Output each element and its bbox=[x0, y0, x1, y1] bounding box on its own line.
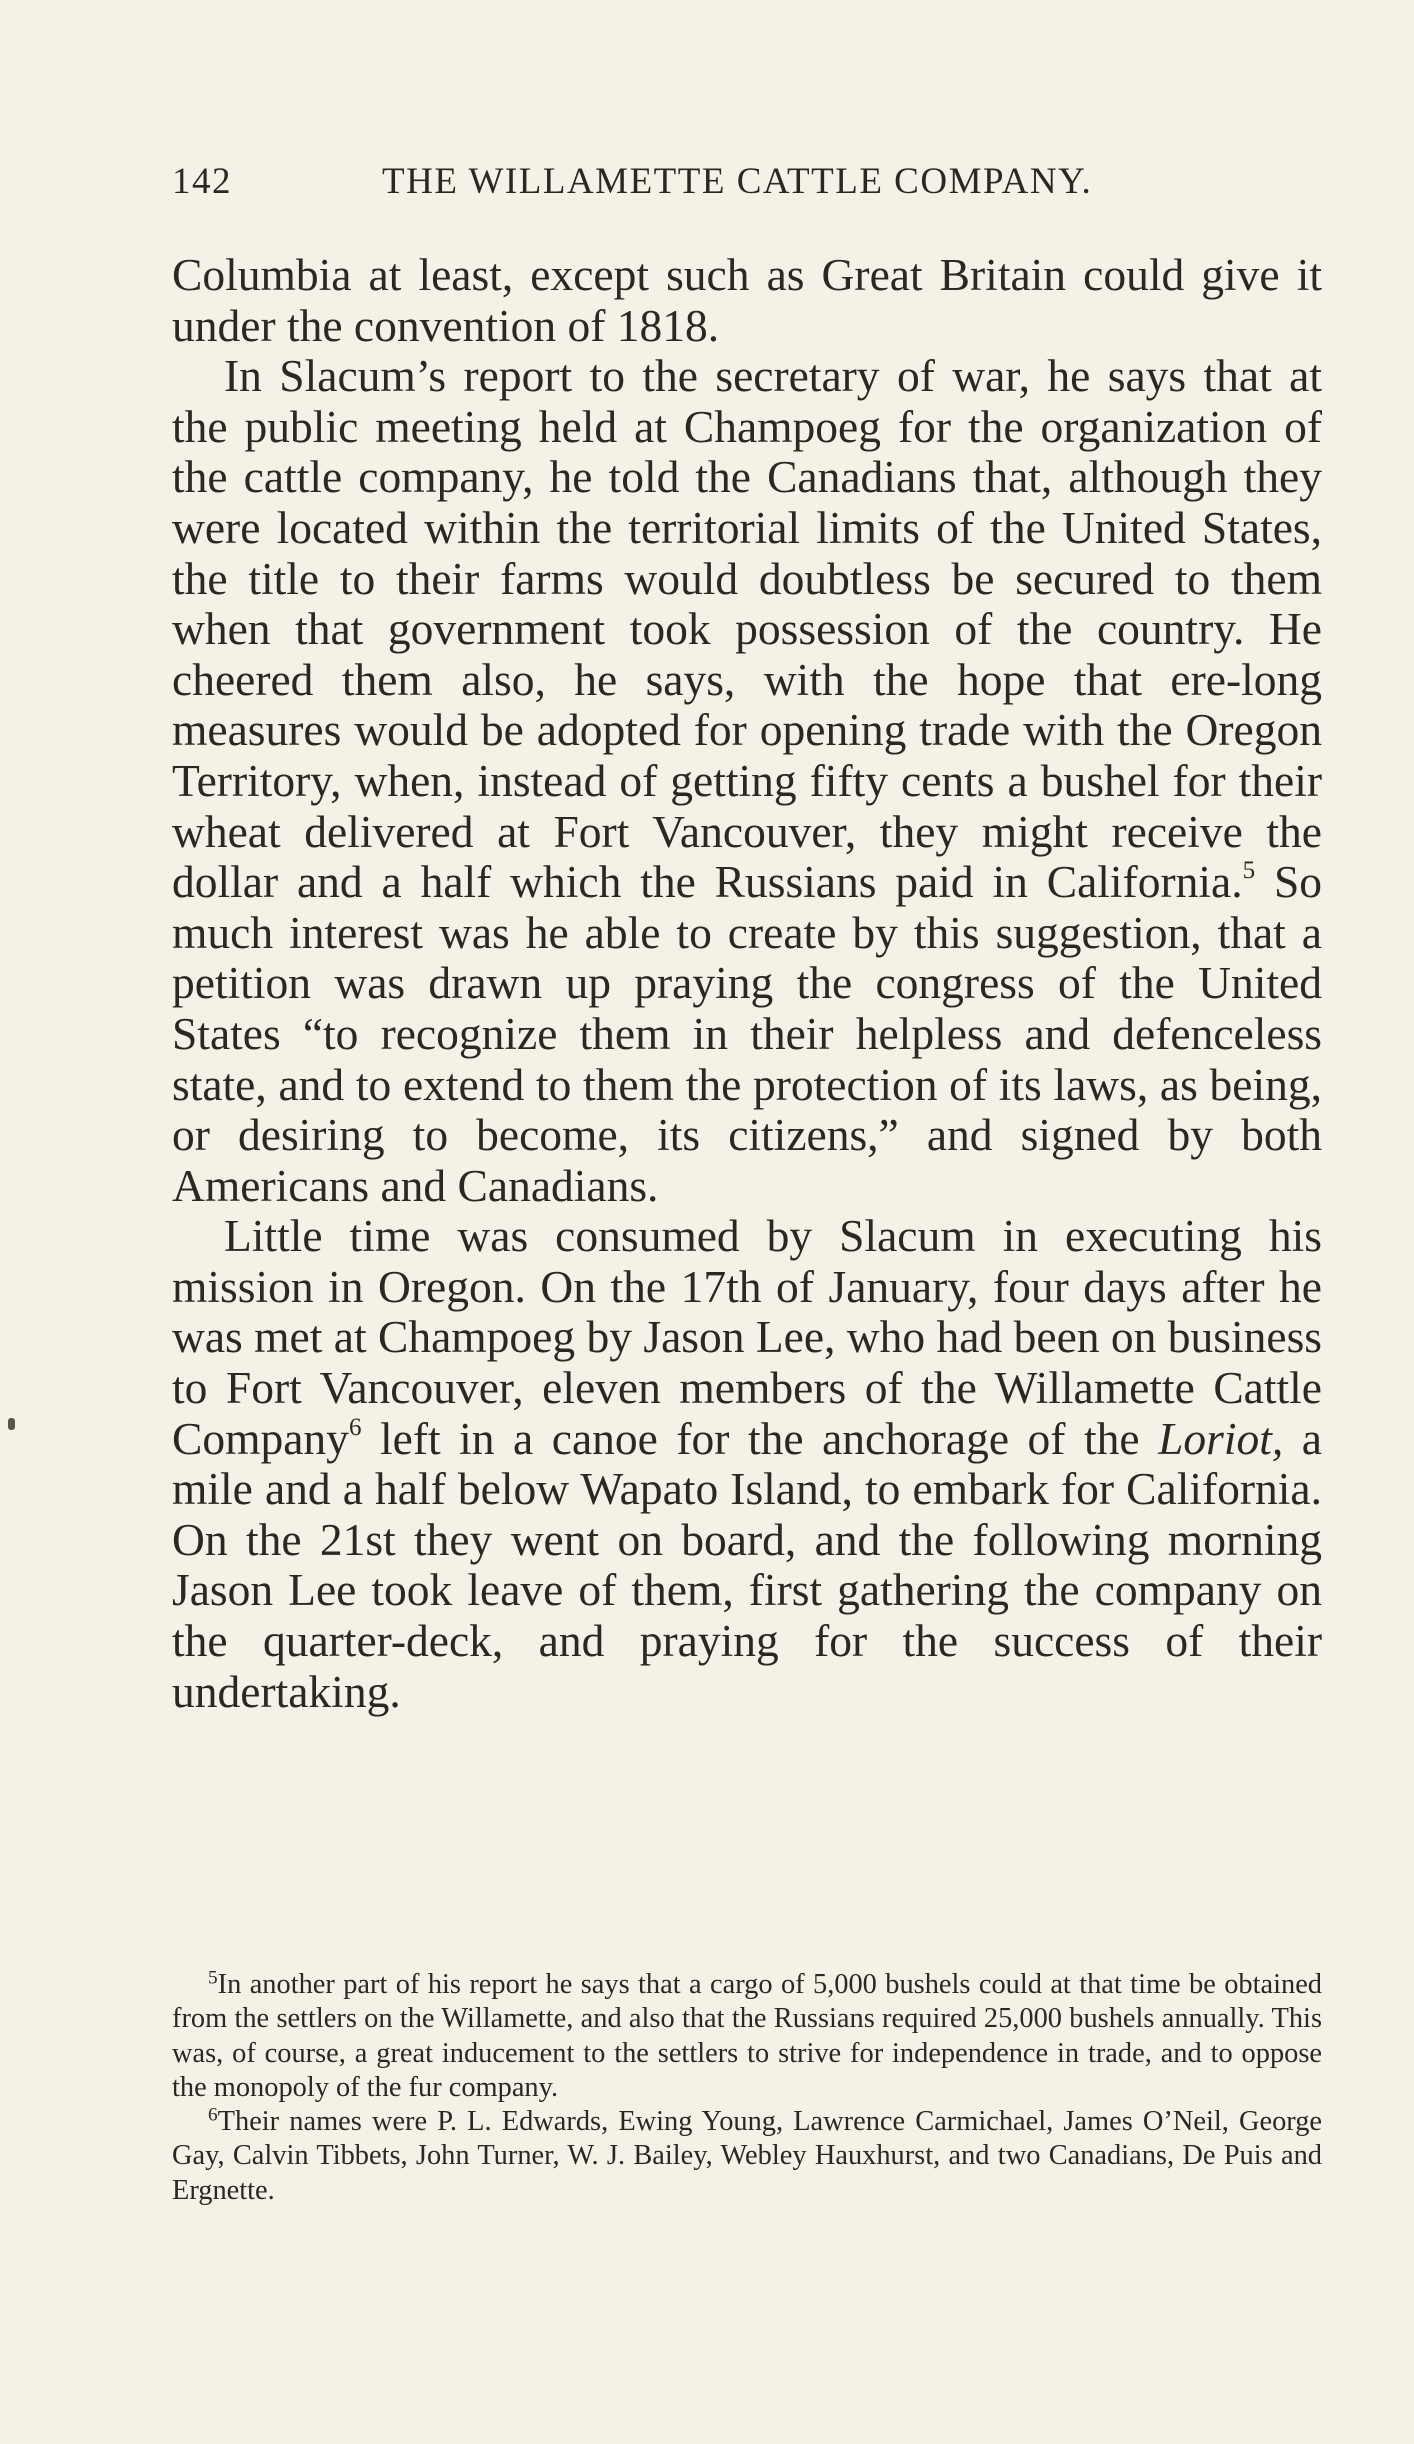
page-number: 142 bbox=[172, 161, 232, 202]
paragraph-2-text-b: So much interest was he able to create by this suggestion, that a petition was drawn up praying the congress of the United States “to recognize them in their helpless and defenceless state, and to extend to them the protection of its laws, as being, or desiring to become, its citizens,” and signed by both Americans and Canadians. bbox=[172, 856, 1322, 1211]
footnote-5 bbox=[172, 1968, 1322, 2105]
page-header bbox=[172, 160, 1322, 210]
footnotes bbox=[172, 1968, 1322, 2208]
paragraph-3 bbox=[172, 1211, 1322, 1717]
body-text bbox=[172, 250, 1322, 1717]
footnote-6-text: Their names were P. L. Edwards, Ewing Young, Lawrence Carmichael, James O’Neil, George Gay, Calvin Tibbets, John Turner, W. J. Bailey, Webley Hauxhurst, and two Canadians, De Puis and Ergnette. bbox=[172, 2106, 1322, 2206]
paragraph-3-text-b: left in a canoe for the anchorage of the bbox=[361, 1412, 1159, 1464]
paragraph-2 bbox=[172, 351, 1322, 1211]
paragraph-3-text-c: a mile and a half below Wapato Island, to embark for California. On the 21st they went on board, and the following morning Jason Lee took leave of them, first gathering the company on the quarter-deck, and praying for the success of their undertaking. bbox=[172, 1412, 1322, 1717]
footnote-ref-5: 5 bbox=[1242, 857, 1256, 885]
margin-ink-spot bbox=[8, 1418, 15, 1430]
footnote-5-mark: 5 bbox=[208, 1967, 218, 1989]
footnote-6-mark: 6 bbox=[208, 2104, 218, 2126]
footnote-5-text: In another part of his report he says that a cargo of 5,000 bushels could at that time be obtained from the settlers on the Willamette, and also that the Russians required 25,000 bushels annually. This was, of course, a great inducement to the settlers to strive for independence in trade, and to oppose the monopoly of the fur company. bbox=[172, 1969, 1322, 2103]
paragraph-1: Columbia at least, except such as Great Britain could give it under the convention of 1818. bbox=[172, 249, 1322, 351]
running-head: THE WILLAMETTE CATTLE COMPANY. bbox=[382, 161, 1093, 202]
paragraph-3-text-a: Little time was consumed by Slacum in executing his mission in Oregon. On the 17th of January, four days after he was met at Champoeg by Jason Lee, who had been on business to Fort Vancouver, eleven members of the Willamette Cattle Company bbox=[172, 1210, 1322, 1464]
paragraph-2-text-a: In Slacum’s report to the secretary of war, he says that at the public meeting held at Champoeg for the organization of the cattle company, he told the Canadians that, although they were located within the territorial limits of the United States, the title to their farms would doubtless be secured to them when that government took possession of the country. He cheered them also, he says, with the hope that ere-long measures would be adopted for opening trade with the Oregon Territory, when, instead of getting fifty cents a bushel for their wheat delivered at Fort Vancouver, they might receive the dollar and a half which the Russians paid in California. bbox=[172, 350, 1322, 908]
footnote-6 bbox=[172, 2105, 1322, 2208]
ship-name: Loriot, bbox=[1158, 1412, 1284, 1464]
footnote-ref-6: 6 bbox=[348, 1413, 362, 1441]
